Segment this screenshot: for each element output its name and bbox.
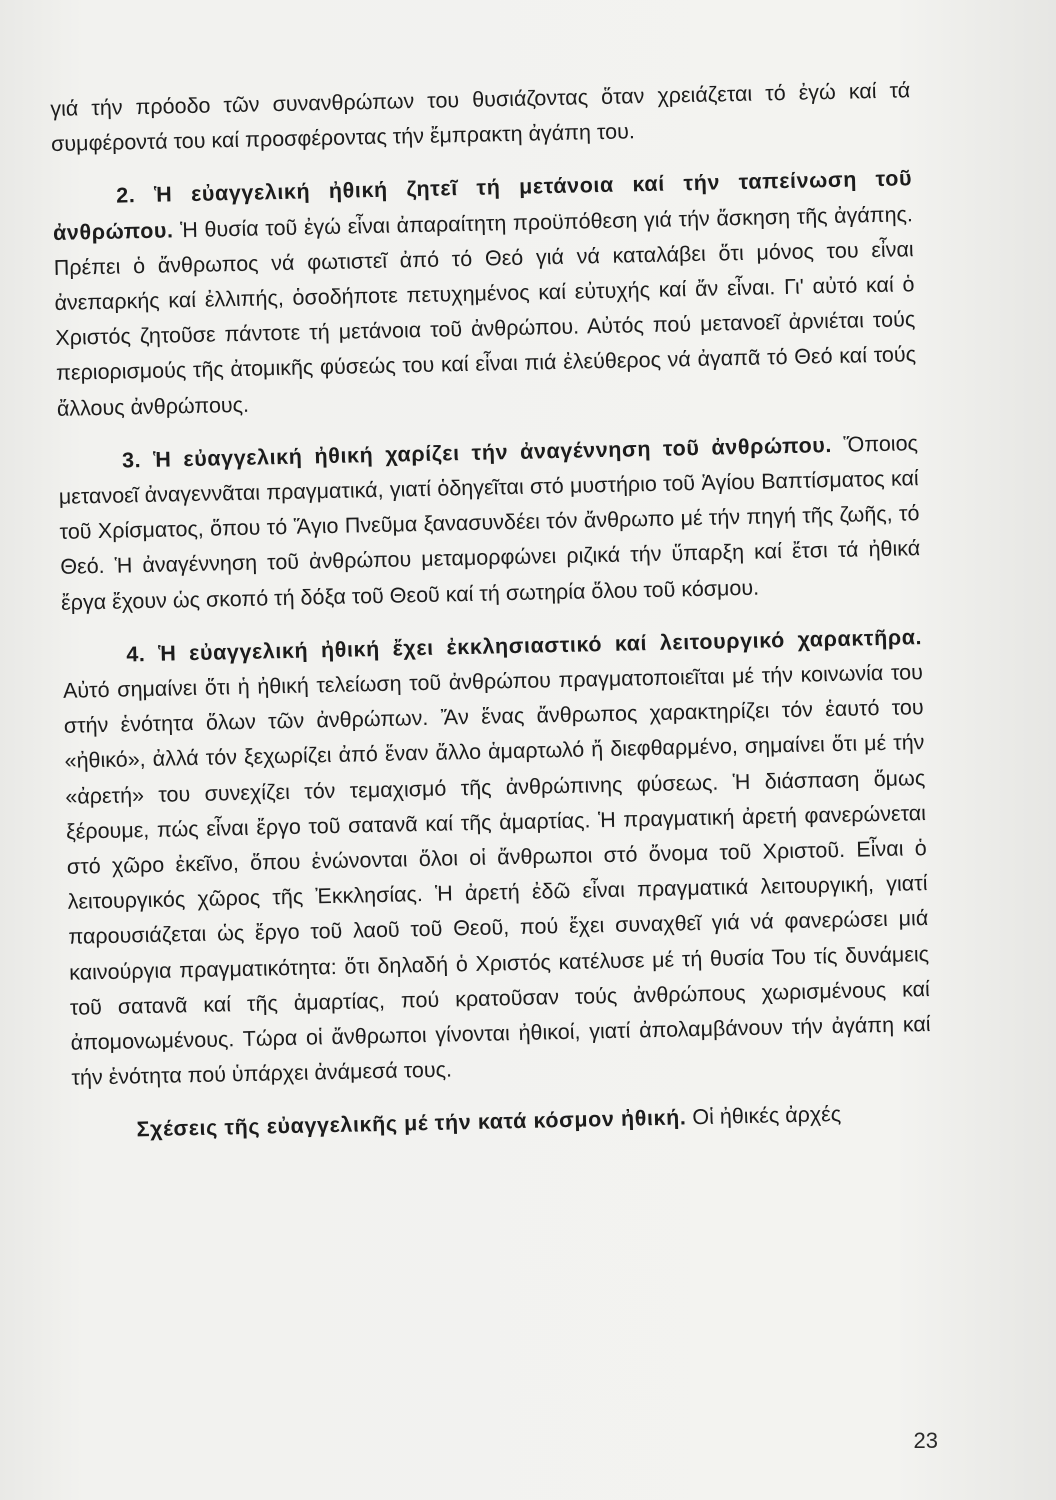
paragraph-4-body: Αὐτό σημαίνει ὅτι ἡ ἠθική τελείωση τοῦ ἀνθρώπου πραγματοποιεῖται μέ τήν κοινωνία του στήν ἑνότητα ὅλων τῶν ἀνθρώπων. Ἄν ἕνας ἄνθρωπος χαρακτηρίζει τόν ἑαυτό του «ἠθικό», ἀλλά τόν ξεχωρίζει ἀπό ἕναν ἄλλο ἁμαρτωλό ἤ διεφθαρμένο, σημαίνει ὅτι μέ τήν «ἀρετή» του συνεχίζει τόν τεμαχισμό τῆς ἀνθρώπινης φύσεως. Ἡ διάσπαση ὅμως ξέρουμε, πώς εἶναι ἔργο τοῦ σατανᾶ καί τῆς ἁμαρτίας. Ἡ πραγματική ἀρετή φανερώνεται στό χῶρο ἐκεῖνο, ὅπου ἑνώνονται ὅλοι οἱ ἄνθρωποι στό ὄνομα τοῦ Χριστοῦ. Εἶναι ὁ λειτουργικός χῶρος τῆς Ἐκκλησίας. Ἡ ἀρετή ἐδῶ εἶναι πραγματικά λειτουργική, γιατί παρουσιάζεται ὡς ἔργο τοῦ λαοῦ τοῦ Θεοῦ, πού ἔχει συναχθεῖ γιά νά φανερώσει μιά καινούργια πραγματικότητα: ὅτι δηλαδή ὁ Χριστός κατέλυσε μέ τή θυσία Του τίς δυνάμεις τοῦ σατανᾶ καί τῆς ἁμαρτίας, πού κρατοῦσαν τούς ἀνθρώπους χωρισμένους καί ἀπομονωμένους. Τώρα οἱ ἄνθρωποι γίνονται ἠθικοί, γιατί ἀπολαμβάνουν τήν ἀγάπη καί τήν ἑνότητα πού ὑπάρχει ἀνάμεσά τους. [62, 660, 931, 1091]
paragraph-2 [52, 162, 917, 427]
page-number: 23 [913, 1428, 938, 1453]
paragraph-3 [58, 426, 922, 621]
paragraph-intro-text: γιά τήν πρόοδο τῶν συνανθρώπων του θυσιάζοντας ὅταν χρειάζεται τό ἐγώ καί τά συμφέροντά του καί προσφέροντας τήν ἔμπρακτη ἀγάπη του. [50, 78, 911, 157]
paragraph-4-heading: 4. Ἡ εὐαγγελική ἠθική ἔχει ἐκκλησιαστικό καί λειτουργικό χαρακτῆρα. [126, 624, 923, 667]
paragraph-5 [72, 1095, 933, 1149]
paragraph-intro [50, 73, 911, 162]
text-block [50, 73, 933, 1149]
paragraph-5-heading: Σχέσεις τῆς εὐαγγελικῆς μέ τήν κατά κόσμον ἠθική. [136, 1105, 687, 1142]
paragraph-3-heading: 3. Ἡ εὐαγγελική ἠθική χαρίζει τήν ἀναγέννηση τοῦ ἀνθρώπου. [121, 432, 833, 473]
paragraph-2-body: Ἡ θυσία τοῦ ἐγώ εἶναι ἀπαραίτητη προϋπόθεση γιά τήν ἄσκηση τῆς ἀγάπης. Πρέπει ὁ ἄνθρωπος νά φωτιστεῖ ἀπό τό Θεό γιά νά καταλάβει ὅτι μόνος του εἶναι ἀνεπαρκής καί ἐλλιπής, ὁσοδήποτε πετυχημένος καί εὐτυχής καί ἄν εἶναι. Γι' αὐτό καί ὁ Χριστός ζητοῦσε πάντοτε τή μετάνοια τοῦ ἀνθρώπου. Αὐτός πού μετανοεῖ ἀρνιέται τούς περιορισμούς τῆς ἀτομικῆς φύσεώς του καί εἶναι πιά ἐλεύθερος νά ἀγαπᾶ τό Θεό καί τούς ἄλλους ἀνθρώπους. [53, 201, 917, 421]
paragraph-5-body: Οἱ ἠθικές ἀρχές [686, 1102, 842, 1130]
paragraph-3-body: Ὅποιος μετανοεῖ ἀναγεννᾶται πραγματικά, γιατί ὁδηγεῖται στό μυστήριο τοῦ Ἁγίου Βαπτίσματος καί τοῦ Χρίσματος, ὅπου τό Ἅγιο Πνεῦμα ξανασυνδέει τόν ἄνθρωπο μέ τήν πηγή τῆς ζωῆς, τό Θεό. Ἡ ἀναγέννηση τοῦ ἀνθρώπου μεταμορφώνει ριζικά τήν ὕπαρξη καί ἔτσι τά ἠθικά ἔργα ἔχουν ὡς σκοπό τή δόξα τοῦ Θεοῦ καί τή σωτηρία ὅλου τοῦ κόσμου. [58, 430, 921, 615]
paragraph-4 [62, 620, 932, 1096]
paragraph-2-heading: 2. Ἡ εὐαγγελική ἠθική ζητεῖ τή μετάνοια καί τήν ταπείνωση τοῦ ἀνθρώπου. [52, 166, 913, 245]
